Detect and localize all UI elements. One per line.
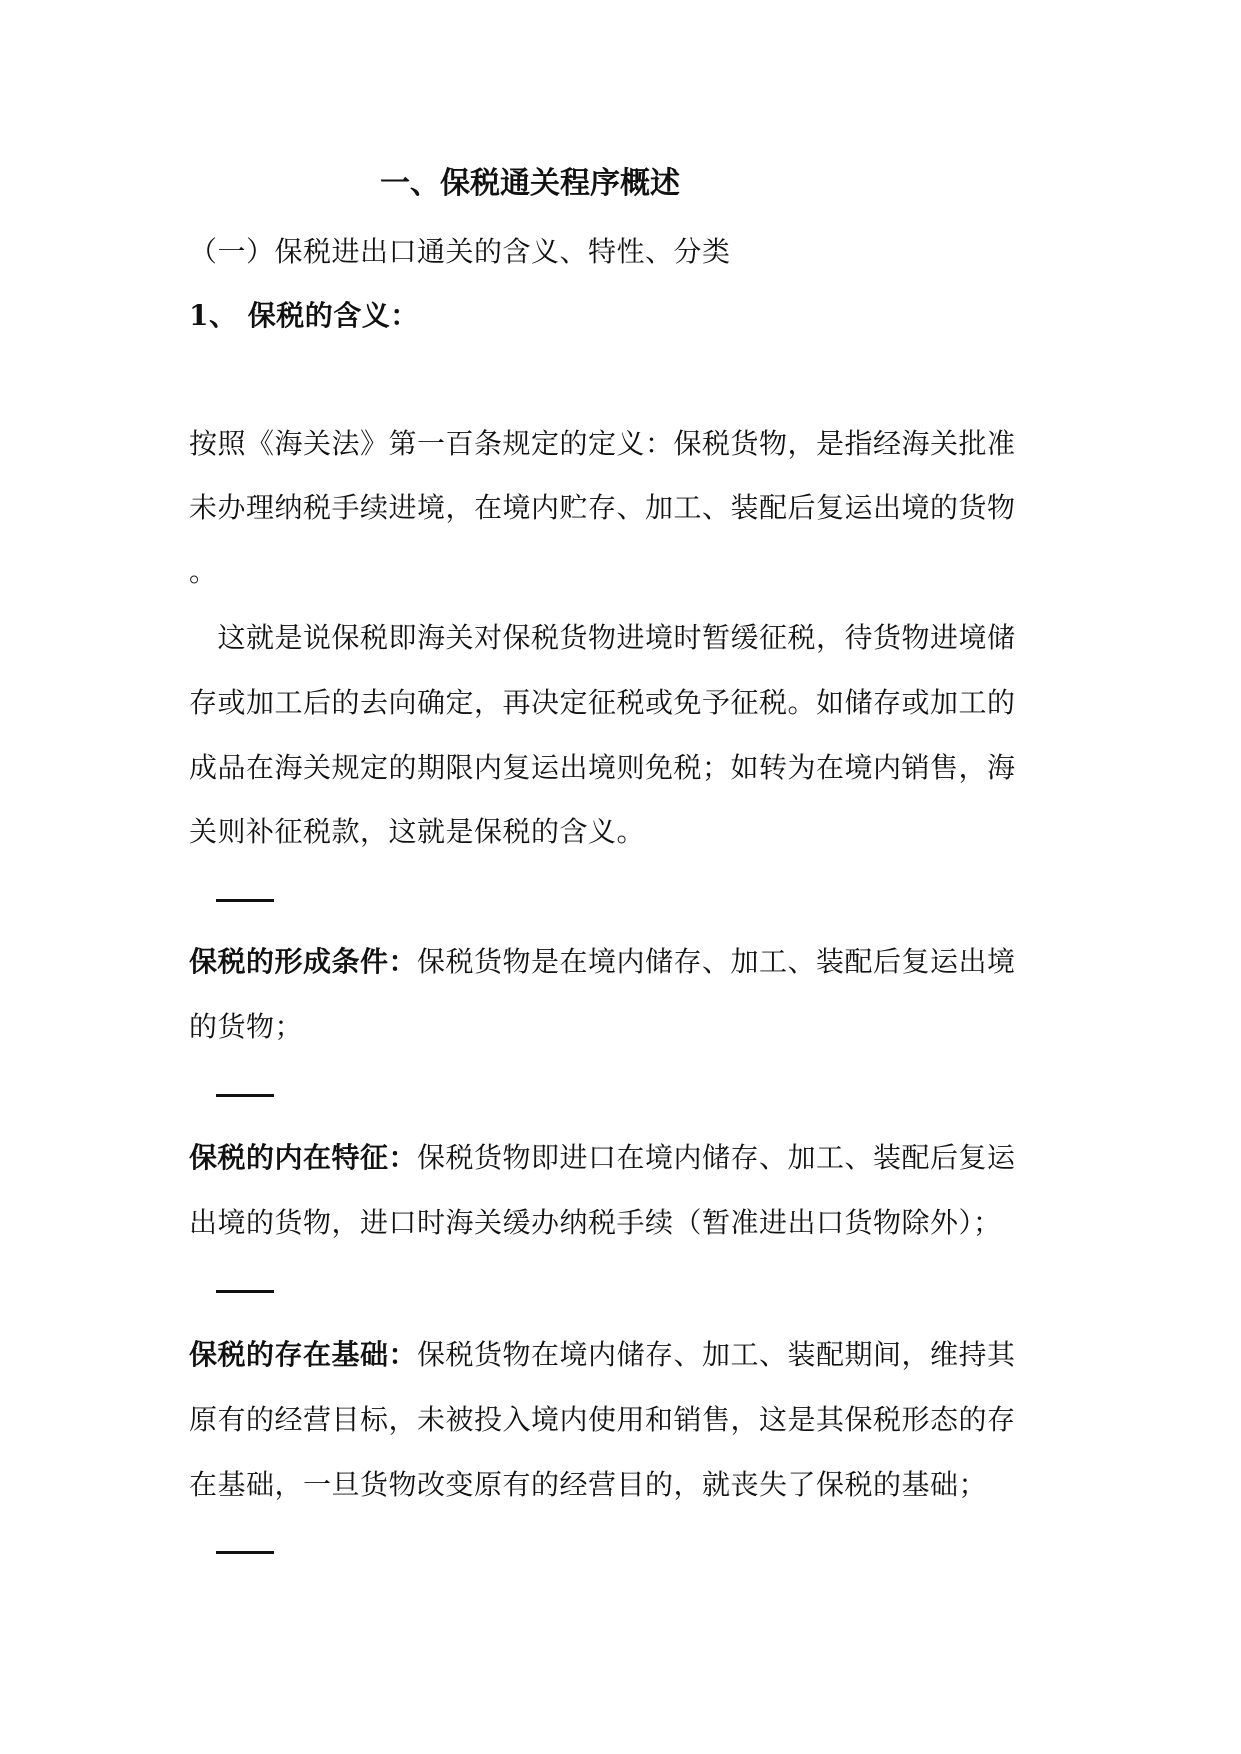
subheading: 1、 保税的含义：	[189, 299, 419, 332]
item3-label: 保税的存在基础：	[189, 1338, 418, 1371]
dash-separator	[216, 1094, 274, 1097]
item1-line1	[189, 944, 1016, 980]
paragraph1-line2: 未办理纳税手续进境，在境内贮存、加工、装配后复运出境的货物	[189, 491, 1016, 524]
paragraph2-line2: 存或加工后的去向确定，再决定征税或免予征税。如储存或加工的	[189, 686, 1016, 719]
dash-separator	[216, 1290, 274, 1293]
item2-line1	[189, 1140, 1016, 1176]
item1-text: 保税货物是在境内储存、加工、装配后复运出境	[417, 945, 1016, 978]
page-title: 一、保税通关程序概述	[380, 166, 680, 201]
item1-line2: 的货物；	[189, 1010, 304, 1043]
dash-separator	[216, 899, 274, 902]
paragraph2-line3: 成品在海关规定的期限内复运出境则免税；如转为在境内销售，海	[189, 751, 1016, 784]
item1-label: 保税的形成条件：	[189, 945, 418, 978]
paragraph2-line1: 这就是说保税即海关对保税货物进境时暂缓征税，待货物进境储	[189, 621, 1016, 654]
item3-text: 保税货物在境内储存、加工、装配期间，维持其	[417, 1338, 1016, 1371]
item2-label: 保税的内在特征：	[189, 1141, 418, 1174]
item3-line1	[189, 1337, 1016, 1373]
item3-line2: 原有的经营目标，未被投入境内使用和销售，这是其保税形态的存	[189, 1403, 1016, 1436]
item2-text: 保税货物即进口在境内储存、加工、装配后复运	[417, 1141, 1016, 1174]
paragraph1-line1: 按照《海关法》第一百条规定的定义：保税货物，是指经海关批准	[189, 427, 1016, 460]
paragraph2-line4: 关则补征税款，这就是保税的含义。	[189, 815, 646, 848]
item3-line3: 在基础，一旦货物改变原有的经营目的，就丧失了保税的基础；	[189, 1468, 988, 1501]
paragraph1-line3: 。	[189, 555, 218, 588]
dash-separator	[216, 1551, 274, 1554]
section-heading: （一）保税进出口通关的含义、特性、分类	[189, 235, 731, 268]
item2-line2: 出境的货物，进口时海关缓办纳税手续（暂准进出口货物除外）；	[189, 1206, 1002, 1239]
